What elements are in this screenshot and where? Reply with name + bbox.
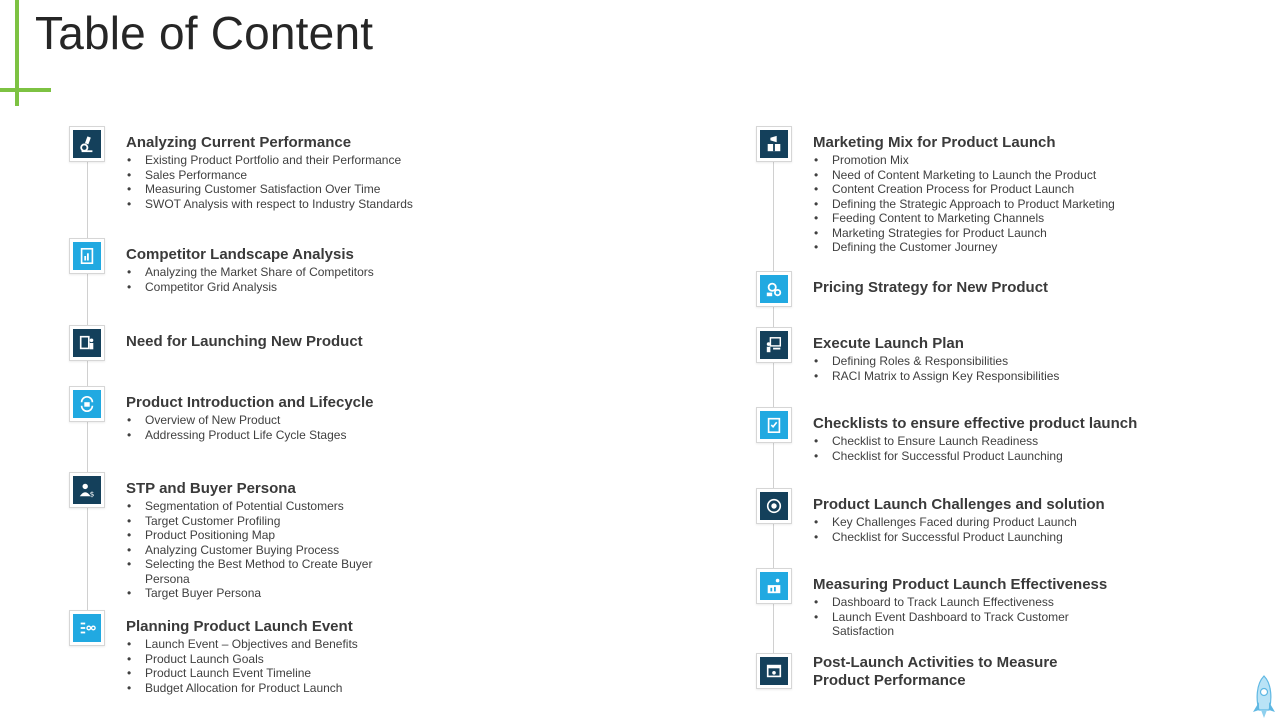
entry-heading: Product Introduction and Lifecycle — [126, 394, 374, 411]
entry-heading: Product Launch Challenges and solution — [813, 496, 1105, 513]
page-title: Table of Content — [35, 7, 374, 59]
entry-bullets — [813, 595, 1103, 639]
bullet-item: • Addressing Product Life Cycle Stages — [126, 428, 456, 443]
bullet-item: • Product Positioning Map — [126, 528, 406, 543]
bullet-item: • SWOT Analysis with respect to Industry Standards — [126, 197, 456, 212]
bullet-item: • Selecting the Best Method to Create Buyer Persona — [126, 557, 406, 586]
bullet-item: • Target Buyer Persona — [126, 586, 406, 601]
entry-bullets — [813, 354, 1153, 383]
bullet-item: • Checklist to Ensure Launch Readiness — [813, 434, 1153, 449]
entry-bullets — [126, 413, 456, 442]
rocket-icon — [1248, 672, 1280, 720]
bullet-item: • Content Creation Process for Product Launch — [813, 182, 1153, 197]
bullet-item: • Budget Allocation for Product Launch — [126, 681, 456, 696]
measure-dashboard-icon — [765, 577, 783, 595]
icon-box — [69, 238, 105, 274]
event-list-icon — [78, 619, 96, 637]
entry-heading: Checklists to ensure effective product launch — [813, 415, 1138, 432]
post-launch-window-icon — [765, 662, 783, 680]
entry-bullets — [126, 265, 456, 294]
person-dollar-icon — [78, 481, 96, 499]
checklist-person-icon — [78, 334, 96, 352]
bullet-item: • Competitor Grid Analysis — [126, 280, 456, 295]
bullet-item: • Key Challenges Faced during Product Launch — [813, 515, 1153, 530]
entry-heading: STP and Buyer Persona — [126, 480, 296, 497]
entry-bullets — [813, 515, 1153, 544]
icon-box — [756, 126, 792, 162]
icon-box — [756, 568, 792, 604]
entry-heading: Competitor Landscape Analysis — [126, 246, 354, 263]
entry-heading: Measuring Product Launch Effectiveness — [813, 576, 1108, 593]
icon-box — [756, 271, 792, 307]
icon-box — [69, 325, 105, 361]
target-challenge-icon — [765, 497, 783, 515]
clipboard-check-icon — [765, 416, 783, 434]
entry-bullets — [813, 434, 1153, 463]
icon-box — [69, 472, 105, 508]
product-cycle-icon — [78, 395, 96, 413]
bullet-item: • RACI Matrix to Assign Key Responsibilities — [813, 369, 1153, 384]
document-chart-icon — [78, 247, 96, 265]
bullet-item: • Checklist for Successful Product Launching — [813, 530, 1153, 545]
entry-heading: Marketing Mix for Product Launch — [813, 134, 1056, 151]
icon-box — [69, 386, 105, 422]
bullet-item: • Launch Event Dashboard to Track Customer Satisfaction — [813, 610, 1103, 639]
bullet-item: • Segmentation of Potential Customers — [126, 499, 406, 514]
bullet-item: • Target Customer Profiling — [126, 514, 406, 529]
entry-heading: Execute Launch Plan — [813, 335, 964, 352]
bullet-item: • Product Launch Goals — [126, 652, 456, 667]
icon-box — [756, 653, 792, 689]
entry-bullets — [126, 637, 456, 695]
pricing-gear-icon — [765, 280, 783, 298]
bullet-item: • Marketing Strategies for Product Launch — [813, 226, 1153, 241]
bullet-item: • Launch Event – Objectives and Benefits — [126, 637, 456, 652]
accent-bar-horizontal — [0, 88, 51, 92]
microscope-gear-icon — [78, 135, 96, 153]
bullet-item: • Dashboard to Track Launch Effectiveness — [813, 595, 1103, 610]
icon-box — [756, 407, 792, 443]
presentation-plan-icon — [765, 336, 783, 354]
entry-bullets — [126, 153, 456, 211]
bullet-item: • Analyzing the Market Share of Competitors — [126, 265, 456, 280]
entry-bullets — [126, 499, 406, 601]
entry-bullets — [813, 153, 1153, 255]
entry-heading: Planning Product Launch Event — [126, 618, 353, 635]
megaphone-box-icon — [765, 135, 783, 153]
bullet-item: • Promotion Mix — [813, 153, 1153, 168]
entry-heading: Need for Launching New Product — [126, 333, 363, 350]
bullet-item: • Measuring Customer Satisfaction Over Time — [126, 182, 456, 197]
icon-box — [756, 488, 792, 524]
icon-box — [69, 126, 105, 162]
entry-heading: Analyzing Current Performance — [126, 134, 352, 151]
bullet-item: • Defining the Customer Journey — [813, 240, 1153, 255]
bullet-item: • Defining Roles & Responsibilities — [813, 354, 1153, 369]
bullet-item: • Feeding Content to Marketing Channels — [813, 211, 1153, 226]
bullet-item: • Overview of New Product — [126, 413, 456, 428]
entry-heading: Post-Launch Activities to Measure Product Performance — [813, 654, 1058, 689]
svg-text:$: $ — [89, 489, 95, 499]
bullet-item: • Defining the Strategic Approach to Product Marketing — [813, 197, 1153, 212]
bullet-item: • Need of Content Marketing to Launch the Product — [813, 168, 1153, 183]
bullet-item: • Existing Product Portfolio and their Performance — [126, 153, 456, 168]
bullet-item: • Analyzing Customer Buying Process — [126, 543, 406, 558]
icon-box — [756, 327, 792, 363]
entry-heading: Pricing Strategy for New Product — [813, 279, 1049, 296]
bullet-item: • Product Launch Event Timeline — [126, 666, 456, 681]
icon-box — [69, 610, 105, 646]
bullet-item: • Checklist for Successful Product Launching — [813, 449, 1153, 464]
bullet-item: • Sales Performance — [126, 168, 456, 183]
